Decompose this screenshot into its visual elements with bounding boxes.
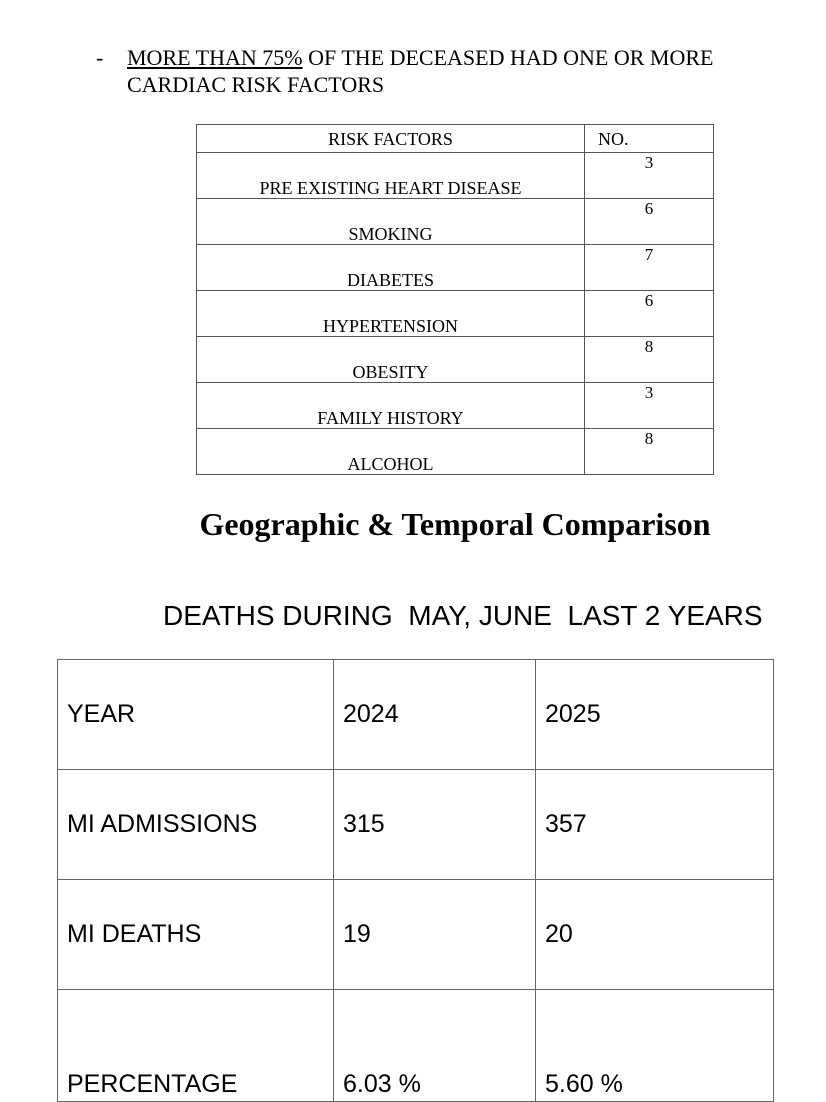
table-row bbox=[58, 660, 774, 770]
row-label: YEAR bbox=[58, 660, 334, 770]
mi-deaths-comparison-table bbox=[57, 659, 774, 1102]
risk-factor-name: SMOKING bbox=[197, 199, 585, 245]
value-2025: 2025 bbox=[536, 660, 774, 770]
table-row bbox=[197, 291, 714, 337]
table-row bbox=[58, 880, 774, 990]
risk-factor-name: ALCOHOL bbox=[197, 429, 585, 475]
value-2024: 315 bbox=[334, 770, 536, 880]
value-2024: 2024 bbox=[334, 660, 536, 770]
value-2024: 19 bbox=[334, 880, 536, 990]
risk-factor-count: 8 bbox=[585, 337, 714, 383]
table-row bbox=[197, 199, 714, 245]
table-caption: DEATHS DURING MAY, JUNE LAST 2 YEARS bbox=[163, 600, 763, 631]
table-row bbox=[58, 990, 774, 1102]
bullet-rest: OF THE DECEASED HAD ONE OR MORE CARDIAC RISK FACTORS bbox=[127, 45, 714, 97]
value-2025: 5.60 % bbox=[536, 990, 774, 1102]
risk-factor-name: OBESITY bbox=[197, 337, 585, 383]
value-2024: 6.03 % bbox=[334, 990, 536, 1102]
table-row bbox=[197, 429, 714, 475]
risk-factor-name: FAMILY HISTORY bbox=[197, 383, 585, 429]
risk-factors-header: RISK FACTORS bbox=[197, 125, 585, 153]
row-label: MI DEATHS bbox=[58, 880, 334, 990]
risk-factors-table bbox=[196, 124, 714, 475]
risk-factor-name: PRE EXISTING HEART DISEASE bbox=[197, 153, 585, 199]
risk-factor-name: DIABETES bbox=[197, 245, 585, 291]
risk-factor-count: 8 bbox=[585, 429, 714, 475]
table-row bbox=[58, 770, 774, 880]
value-2025: 20 bbox=[536, 880, 774, 990]
risk-factor-count: 6 bbox=[585, 291, 714, 337]
table-row bbox=[197, 337, 714, 383]
table-row bbox=[197, 245, 714, 291]
bullet-highlight: MORE THAN 75% bbox=[127, 45, 303, 70]
risk-factor-count: 3 bbox=[585, 383, 714, 429]
value-2025: 357 bbox=[536, 770, 774, 880]
section-heading: Geographic & Temporal Comparison bbox=[199, 506, 711, 542]
row-label: MI ADMISSIONS bbox=[58, 770, 334, 880]
row-label: PERCENTAGE bbox=[58, 990, 334, 1102]
risk-factor-count: 6 bbox=[585, 199, 714, 245]
risk-factor-count: 3 bbox=[585, 153, 714, 199]
bullet-dash: - bbox=[96, 45, 104, 70]
count-header: NO. bbox=[585, 125, 714, 153]
risk-summary-bullet bbox=[96, 44, 776, 98]
risk-table-header-row bbox=[197, 125, 714, 153]
table-row bbox=[197, 153, 714, 199]
table-row bbox=[197, 383, 714, 429]
risk-factor-count: 7 bbox=[585, 245, 714, 291]
bullet-text bbox=[127, 44, 776, 98]
risk-factor-name: HYPERTENSION bbox=[197, 291, 585, 337]
